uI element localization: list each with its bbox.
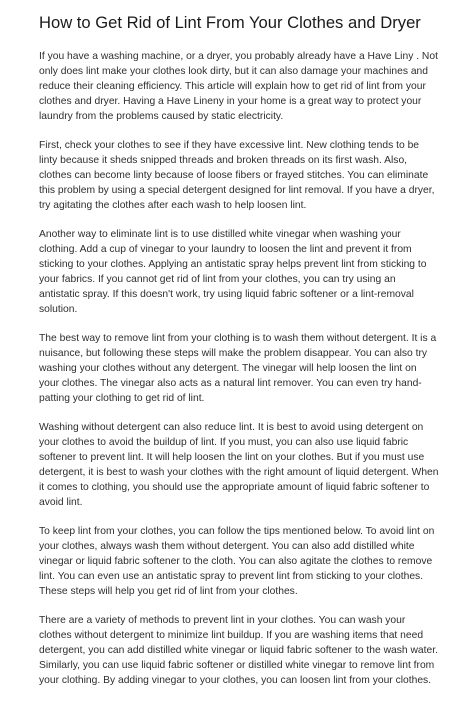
paragraph-methods: There are a variety of methods to prevent lint in your clothes. You can wash your clothes without detergent to minimize lint buildup. If you are washing items that need detergent, you can add distilled white vinegar or liquid fabric softener to the wash water. Similarly, you can use liquid fabric softener or distilled white vinegar to remove lint from your clothing. By adding vinegar to your clothes, you can loosen lint from your clothes. [39, 615, 438, 686]
paragraph-vinegar: Another way to eliminate lint is to use distilled white vinegar when washing your clothing. Add a cup of vinegar to your laundry to loosen the lint and prevent it from sticking to your clothes. Applying an antistatic spray helps prevent lint from sticking to your fabrics. If you cannot get rid of lint from your clothes, you can try using an antistatic spray. If this doesn't work, try using liquid fabric softener or a lint-removal solution. [39, 229, 427, 315]
paragraph-check-clothes: First, check your clothes to see if they have excessive lint. New clothing tends to be linty because it sheds snipped threads and broken threads on its first wash. Also, clothes can become linty because of loose fibers or frayed stitches. You can eliminate this problem by using a special detergent designed for lint removal. If you have a dryer, try agitating the clothes after each wash to help loosen lint. [39, 140, 435, 211]
paragraph-tips: To keep lint from your clothes, you can follow the tips mentioned below. To avoid lint on your clothes, always wash them without detergent. You can also add distilled white vinegar or liquid fabric softener to the cloth. You can also agitate the clothes to remove lint. You can even use an antistatic spray to prevent lint from sticking to your clothes. These steps will help you get rid of lint from your clothes. [39, 525, 435, 597]
paragraph-intro: If you have a washing machine, or a dryer, you probably already have a Have Liny . Not only does lint make your clothes look dirty, but it can also damage your machines and reduce their cleaning efficiency. This article will explain how to get rid of lint from your clothes and dryer. Having a Have Lineny in your home is a great way to protect your laundry from the problems caused by static electricity. [39, 51, 438, 122]
document-body [39, 50, 439, 703]
paragraph-wash-without-detergent: The best way to remove lint from your clothing is to wash them without detergent. It is a nuisance, but following these steps will make the problem disappear. You can also try washing your clothes without any detergent. The vinegar will help loosen the lint on your clothes. The vinegar also acts as a natural lint remover. You can even try hand-patting your clothing to get rid of lint. [39, 333, 437, 404]
document-title: How to Get Rid of Lint From Your Clothes and Dryer [39, 13, 421, 32]
paragraph-reduce-lint: Washing without detergent can also reduce lint. It is best to avoid using detergent on your clothes to avoid the buildup of lint. If you must, you can also use liquid fabric softener to prevent lint. It will help loosen the lint on your clothes. But if you must use detergent, it is best to wash your clothes with the right amount of liquid detergent. When it comes to clothing, you should use the appropriate amount of liquid fabric softener to avoid lint. [39, 422, 439, 508]
